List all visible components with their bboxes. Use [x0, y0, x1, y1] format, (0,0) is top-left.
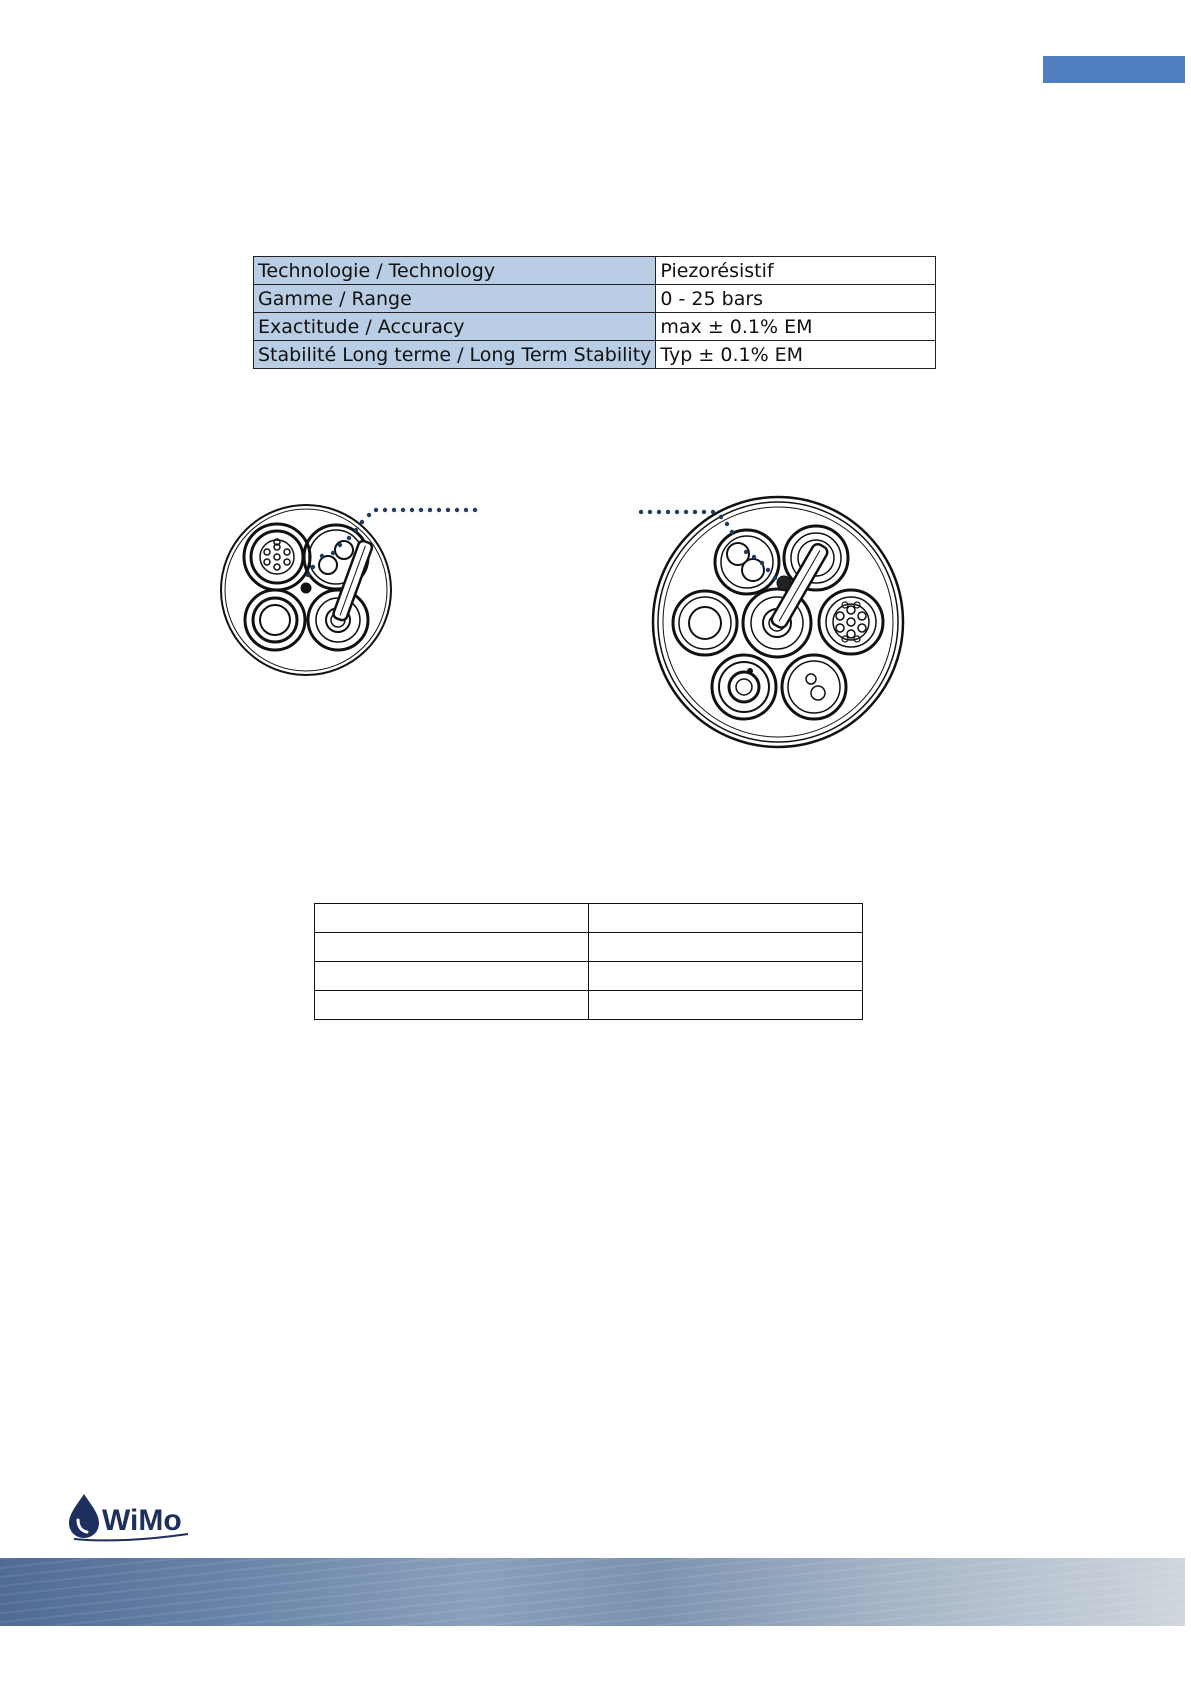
- table-cell: [589, 933, 863, 962]
- logo-text: WiMo: [102, 1504, 182, 1537]
- center-screw: [301, 583, 311, 593]
- empty-table: [314, 903, 863, 1020]
- table-cell: [315, 962, 589, 991]
- center-screw: [777, 576, 791, 590]
- dual-sensor-port: [715, 530, 779, 594]
- spec-value: max ± 0.1% EM: [656, 313, 936, 341]
- spec-value: 0 - 25 bars: [656, 285, 936, 313]
- spec-value: Typ ± 0.1% EM: [656, 341, 936, 369]
- table-cell: [315, 933, 589, 962]
- multipin-port: [244, 524, 310, 590]
- table-row: [315, 904, 863, 933]
- table-cell: [315, 991, 589, 1020]
- multipin-port: [819, 590, 883, 654]
- spec-label: Gamme / Range: [254, 285, 656, 313]
- probe-diagrams: [0, 0, 1191, 780]
- table-row: [315, 991, 863, 1020]
- spec-label: Exactitude / Accuracy: [254, 313, 656, 341]
- table-cell: [589, 962, 863, 991]
- large-probe-cross-section: [653, 497, 903, 747]
- twin-hole-port: [782, 655, 846, 719]
- table-cell: [589, 904, 863, 933]
- ring-port: [673, 591, 737, 655]
- spec-value: Piezorésistif: [656, 257, 936, 285]
- water-drop-icon: [69, 1494, 99, 1538]
- spec-label: Technologie / Technology: [254, 257, 656, 285]
- wimo-logo: [66, 1490, 196, 1542]
- small-probe-cross-section: [221, 505, 391, 675]
- sea-banner: [0, 1558, 1185, 1626]
- table-cell: [315, 904, 589, 933]
- table-row: [315, 933, 863, 962]
- table-row: [315, 962, 863, 991]
- spec-label: Stabilité Long terme / Long Term Stability: [254, 341, 656, 369]
- concentric-port: [712, 655, 776, 719]
- ring-port: [245, 590, 305, 650]
- table-cell: [589, 991, 863, 1020]
